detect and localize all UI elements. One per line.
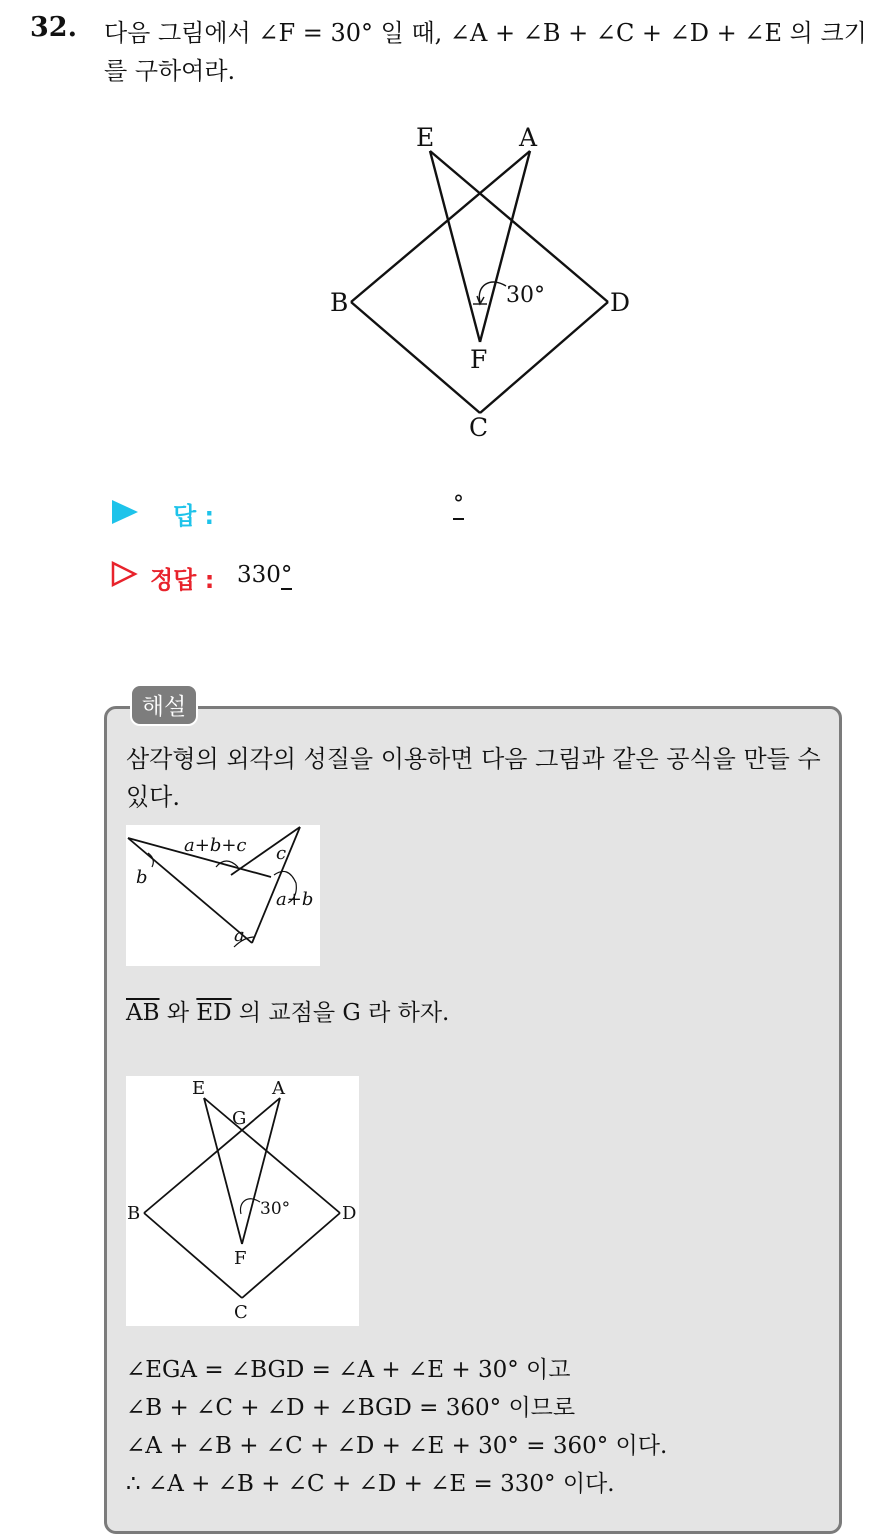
solution-intersection-text: $\overline{AB}$ 와 $\overline{ED}$ 의 교점을 G 라 하자. <box>126 1000 450 1026</box>
label-d: D <box>610 288 631 317</box>
segment-ef <box>430 151 480 342</box>
solution-paragraph: 삼각형의 외각의 성질을 이용하면 다음 그림과 같은 공식을 만들 수 있다. <box>126 745 821 811</box>
fig2-label-e: E <box>192 1078 206 1099</box>
segment-ab <box>351 151 530 302</box>
fig2-label-d: D <box>342 1203 357 1224</box>
solution-tag: 해설 <box>130 684 198 726</box>
segment-cd <box>480 302 608 413</box>
label-e: E <box>416 123 435 152</box>
answer-marker-icon <box>112 500 138 524</box>
correct-label: 정답 : <box>150 566 215 594</box>
segment-ec <box>430 151 608 302</box>
solution-line-1: ∠EGA = ∠BGD = ∠A + ∠E + 30° 이고 <box>126 1357 571 1383</box>
fig2-label-c: C <box>234 1302 248 1323</box>
label-angle: 30° <box>506 283 545 308</box>
formula-figure <box>126 825 320 966</box>
solution-line-3: ∠A + ∠B + ∠C + ∠D + ∠E + 30° = 360° 이다. <box>126 1433 668 1459</box>
segment-bc <box>351 302 480 413</box>
fig2-label-a: A <box>272 1078 285 1099</box>
solution-line-4: ∴ ∠A + ∠B + ∠C + ∠D + ∠E = 330° 이다. <box>126 1471 615 1497</box>
fig1-label-sum: a+b+c <box>184 835 247 856</box>
solution-line-2: ∠B + ∠C + ∠D + ∠BGD = 360° 이므로 <box>126 1395 576 1421</box>
fig2-label-angle: 30° <box>260 1199 291 1219</box>
label-c: C <box>469 413 489 442</box>
fig2-label-b: B <box>127 1203 141 1224</box>
label-a: A <box>519 123 538 152</box>
correct-marker-icon <box>110 560 138 588</box>
segment-af <box>480 151 530 342</box>
fig1-label-a: a <box>234 925 245 946</box>
question-number: 32. <box>30 12 77 43</box>
fig1-label-b: b <box>136 867 148 888</box>
fig2-label-g: G <box>232 1108 247 1129</box>
label-f: F <box>470 345 488 374</box>
question-figure <box>320 118 640 448</box>
answer-unit: ° <box>453 494 464 520</box>
fig1-label-c: c <box>276 843 287 864</box>
solution-figure <box>126 1076 359 1326</box>
correct-value: 330° <box>237 562 293 588</box>
fig2-label-f: F <box>234 1248 247 1269</box>
fig1-label-ab: a+b <box>276 889 314 910</box>
label-b: B <box>330 288 349 317</box>
answer-label: 답 : <box>173 502 215 530</box>
question-text: 다음 그림에서 ∠F = 30° 일 때, ∠A + ∠B + ∠C + ∠D + ∠E 의 크기를 구하여라. <box>104 19 867 85</box>
